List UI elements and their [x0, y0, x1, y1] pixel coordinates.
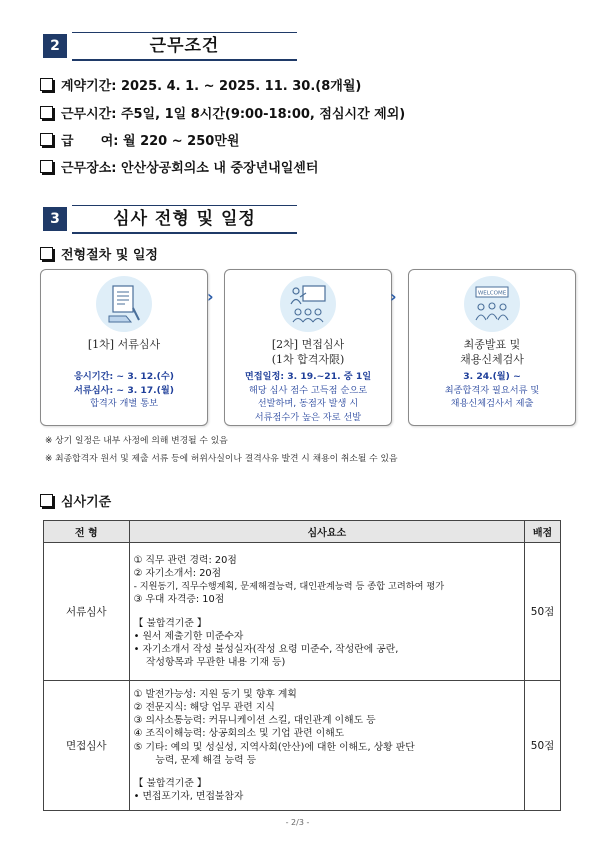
criteria-line: ② 자기소개서: 20점 [133, 567, 222, 579]
condition-text: 계약기간: 2025. 4. 1. ~ 2025. 11. 30.(8개월) [61, 79, 362, 94]
section-title: 근무조건 [72, 32, 297, 61]
stage-line: 합격자 개별 통보 [90, 398, 158, 409]
note-text: ※ 상기 일정은 내부 사정에 의해 변경될 수 있음 [45, 436, 228, 446]
document-icon [96, 276, 152, 332]
subsection-text: 심사기준 [61, 495, 112, 510]
criteria-line: ② 전문지식: 해당 업무 관련 지식 [133, 701, 275, 713]
section-number: 3 [43, 207, 67, 231]
column-header: 배점 [525, 521, 561, 543]
criteria-line: • 자기소개서 작성 불성실자(작성 요령 미준수, 작성란에 공란, [133, 643, 399, 655]
criteria-line: 【 불합격기준 】 [133, 777, 207, 789]
stage-line: 채용신체검사서 제출 [450, 398, 534, 409]
column-header: 심사요소 [129, 521, 525, 543]
category-cell: 서류심사 [44, 543, 130, 681]
criteria-line: ① 직무 관련 경력: 20점 [133, 554, 237, 566]
checkbox-icon [40, 133, 53, 146]
subsection-title [40, 244, 158, 263]
criteria-cell [129, 543, 525, 681]
welcome-icon [464, 276, 520, 332]
stage-line: 면접일정: 3. 19.~21. 중 1일 [244, 371, 372, 382]
stage-line: 선발하며, 동점자 발생 시 [257, 398, 359, 409]
stage-line: 서류점수가 높은 자로 선발 [254, 411, 362, 423]
stage-line: 최종합격자 필요서류 및 [444, 384, 540, 396]
section-number: 2 [43, 34, 67, 58]
criteria-line: ⑤ 기타: 예의 및 성실성, 지역사회(안산)에 대한 이해도, 상황 판단 [133, 741, 415, 753]
criteria-line: • 면접포기자, 면접불참자 [133, 791, 244, 803]
condition-item [40, 103, 405, 122]
chevron-right-icon: › [390, 287, 397, 306]
criteria-line: 능력, 문제 해결 능력 등 [133, 754, 257, 766]
stage-card-final [408, 269, 576, 426]
score-cell: 50점 [525, 681, 561, 811]
stage-line: 서류심사: ~ 3. 17.(월) [74, 384, 174, 396]
stage-subname: 채용신체검사 [460, 353, 524, 366]
criteria-line: 【 불합격기준 】 [133, 617, 207, 629]
chevron-right-icon: › [207, 287, 214, 306]
checkbox-icon [40, 106, 53, 119]
stage-name: [2차] 면접심사 [271, 338, 345, 351]
stage-subname: (1차 합격자限) [271, 353, 345, 366]
criteria-line: • 원서 제출기한 미준수자 [133, 630, 244, 642]
stage-name: 최종발표 및 [463, 338, 521, 351]
criteria-line: - 지원동기, 직무수행계획, 문제해결능력, 대인관계능력 등 종합 고려하여 평가 [133, 581, 445, 593]
criteria-line: ① 발전가능성: 지원 동기 및 향후 계획 [133, 688, 297, 700]
criteria-line: 작성항목과 무관한 내용 기재 등) [133, 657, 286, 669]
condition-text: 급 여: 월 220 ~ 250만원 [61, 134, 240, 149]
subsection-title [40, 491, 111, 510]
score-cell: 50점 [525, 543, 561, 681]
criteria-cell [129, 681, 525, 811]
condition-text: 근무시간: 주5일, 1일 8시간(9:00-18:00, 점심시간 제외) [61, 107, 406, 122]
checkbox-icon [40, 160, 53, 173]
condition-item [40, 157, 318, 176]
stage-line: 3. 24.(월) ~ [463, 371, 521, 382]
stage-details [227, 370, 389, 424]
stage-line: 해당 심사 점수 고득점 순으로 [248, 384, 368, 396]
criteria-line: ④ 조직이해능력: 상공회의소 및 기업 관련 이해도 [133, 728, 345, 740]
condition-item [40, 75, 361, 94]
stage-name: [1차] 서류심사 [87, 338, 161, 351]
checkbox-icon [40, 78, 53, 91]
table-row [44, 681, 561, 811]
welcome-sign-text: WELCOME [477, 290, 507, 297]
page-number: - 2/3 - [285, 818, 310, 827]
table-header-row [44, 521, 561, 543]
interview-icon [280, 276, 336, 332]
category-cell: 면접심사 [44, 681, 130, 811]
stage-line: 응시기간: ~ 3. 12.(수) [74, 371, 174, 382]
stage-details [43, 370, 205, 411]
blank-line [134, 767, 521, 777]
column-header: 전 형 [44, 521, 130, 543]
stage-card-interview [224, 269, 392, 426]
stage-card-document [40, 269, 208, 426]
criteria-line: ③ 우대 자격증: 10점 [133, 594, 225, 606]
criteria-table [43, 520, 561, 811]
stage-details [411, 370, 573, 411]
checkbox-icon [40, 247, 53, 260]
condition-item [40, 130, 239, 149]
criteria-line: ③ 의사소통능력: 커뮤니케이션 스킬, 대인관계 이해도 등 [133, 715, 376, 727]
blank-line [134, 607, 521, 617]
condition-text: 근무장소: 안산상공회의소 내 중장년내일센터 [61, 161, 319, 176]
table-row [44, 543, 561, 681]
subsection-text: 전형절차 및 일정 [61, 248, 158, 263]
note-text: ※ 최종합격자 원서 및 제출 서류 등에 허위사실이나 결격사유 발견 시 채용이 취소될 수 있음 [45, 454, 398, 464]
checkbox-icon [40, 494, 53, 507]
section-title: 심사 전형 및 일정 [72, 205, 297, 234]
